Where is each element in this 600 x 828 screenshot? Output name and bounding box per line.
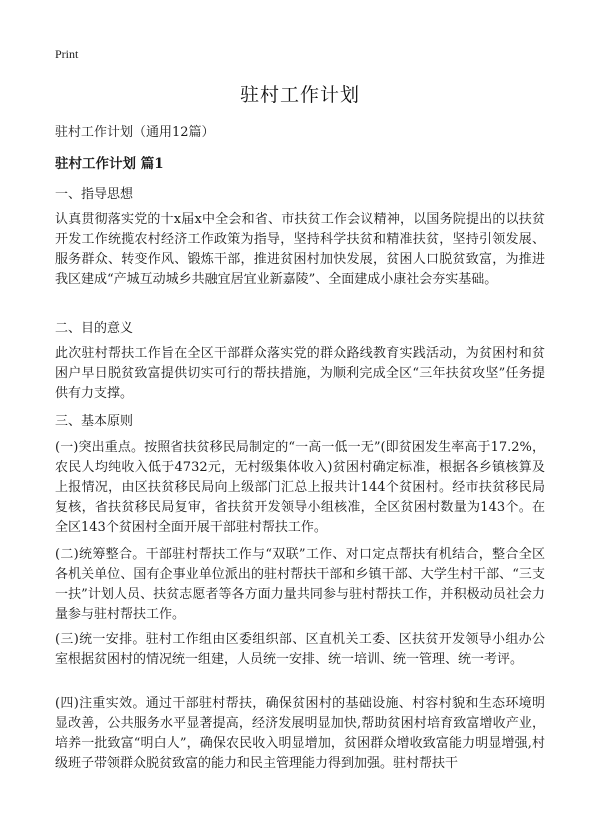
section-heading-purpose: 二、目的意义 [55,321,134,336]
print-link[interactable]: Print [55,47,79,61]
document-subtitle: 驻村工作计划（通用12篇） [55,125,215,140]
section-heading-guiding: 一、指导思想 [55,187,134,202]
paragraph-guiding: 认真贯彻落实党的十x届x中全会和省、市扶贫工作会议精神，以国务院提出的以扶贫开发工作统揽农村经济工作政策为指导，坚持科学扶贫和精准扶贫，坚持引领发展、服务群众、转变作风、锻炼干部，推进贫困村加快发展，贫困人口脱贫致富，为推进我区建成“产城互动城乡共融宜居宜业新嘉陵”、全面建成小康社会夯实基础。 [55,212,545,287]
paragraph-effectiveness: (四)注重实效。通过干部驻村帮扶，确保贫困村的基础设施、村容村貌和生态环境明显改善，公共服务水平显著提高，经济发展明显加快,帮助贫困村培育致富增收产业，培养一批致富“明白人”，确保农民收入明显增加，贫困群众增收致富能力明显增强,村级班子带领群众脱贫致富的能力和民主管理能力得到加强。驻村帮扶干 [55,696,545,771]
chapter-heading: 驻村工作计划 篇1 [55,156,164,172]
paragraph-integration: (二)统筹整合。干部驻村帮扶工作与“双联”工作、对口定点帮扶有机结合，整合全区各机关单位、国有企事业单位派出的驻村帮扶干部和乡镇干部、大学生村干部、“三支一扶”计划人员、扶贫志愿者等各方面力量共同参与驻村帮扶工作，并积极动员社会力量参与驻村帮扶工作。 [55,547,545,622]
paragraph-focus: (一)突出重点。按照省扶贫移民局制定的“一高一低一无”(即贫困发生率高于17.2%，农民人均纯收入低于4732元，无村级集体收入)贫困村确定标准，根据各乡镇核算及上报情况，由区扶贫移民局向上级部门汇总上报共计144个贫困村。经市扶贫移民局复核，省扶贫移民局复审，省扶贫开发领导小组核准，全区贫困村数量为143个。在全区143个贫困村全面开展干部驻村帮扶工作。 [55,440,545,535]
page-title: 驻村工作计划 [239,84,360,106]
paragraph-arrangement: (三)统一安排。驻村工作组由区委组织部、区直机关工委、区扶贫开发领导小组办公室根据贫困村的情况统一组建，人员统一安排、统一培训、统一管理、统一考评。 [55,632,545,667]
paragraph-purpose: 此次驻村帮扶工作旨在全区干部群众落实党的群众路线教育实践活动，为贫困村和贫困户早日脱贫致富提供切实可行的帮扶措施，为顺利完成全区“三年扶贫攻坚”任务提供有力支撑。 [55,346,545,401]
section-heading-principles: 三、基本原则 [55,414,134,429]
